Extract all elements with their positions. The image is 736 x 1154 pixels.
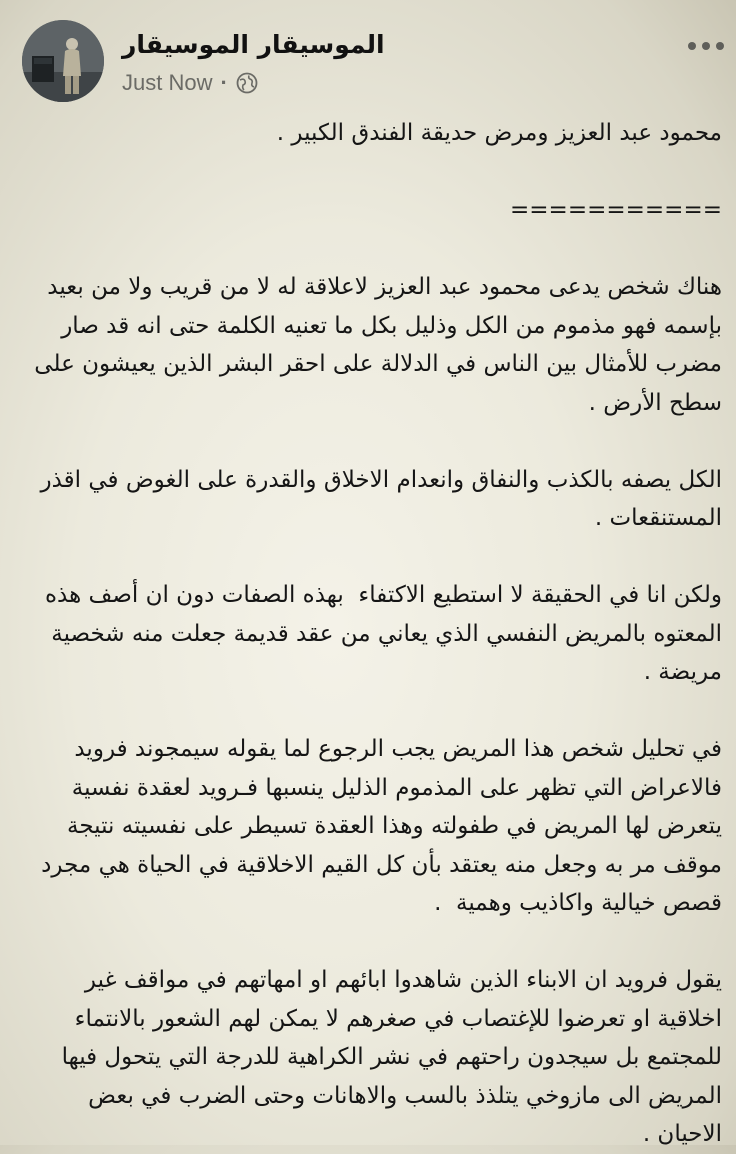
more-options-icon[interactable] bbox=[686, 36, 726, 56]
profile-photo bbox=[22, 20, 104, 102]
post-text bbox=[26, 114, 722, 1154]
paragraph: ولكن انا في الحقيقة لا استطيع الاكتفاء بهذه الصفات دون ان أصف هذه المعتوه بالمريض النفسي الذي يعاني من عقد قديمة جعلت منه شخصية مريضة . bbox=[37, 582, 722, 685]
paragraph: في تحليل شخص هذا المريض يجب الرجوع لما يقوله سيمجوند فرويد فالاعراض التي تظهر على المذموم الذليل ينسبها فـرويد لعقدة نفسية يتعرض لها المريض في طفولته وهذا العقدة تسيطر على نفسيته نتيجة موقف مر به وجعل منه يعتقد بأن كل القيم الاخلاقية في الحياة هي مجرد قصص خيالية واكاذيب وهمية . bbox=[33, 736, 722, 916]
timestamp[interactable]: Just Now bbox=[122, 70, 213, 95]
avatar[interactable] bbox=[22, 20, 104, 102]
paragraph: يقول فرويد ان الابناء الذين شاهدوا ابائهم او امهاتهم في مواقف غير اخلاقية او تعرضوا للإغتصاب في صغرهم لا يمكن لهم الشعور بالانتماء للمجتمع بل سيجدون راحتهم في نشر الكراهية للدرجة التي يتحول فيها المريض الى مازوخي يتلذذ بالسب والاهانات وحتى الضرب في بعض الاحيان . bbox=[54, 967, 722, 1147]
post-header bbox=[0, 0, 736, 110]
post-meta bbox=[122, 70, 258, 96]
paragraph: هناك شخص يدعى محمود عبد العزيز لاعلاقة له لا من قريب ولا من بعيد بإسمه فهو مذموم من الكل وذليل بكل ما تعنيه الكلمة حتى انه قد صار مضرب للأمثال بين الناس في الدلالة على احقر البشر الذين يعيشون على سطح الأرض . bbox=[26, 274, 722, 416]
paragraph: الكل يصفه بالكذب والنفاق وانعدام الاخلاق والقدرة على الغوض في اقذر المستنقعات . bbox=[33, 466, 722, 531]
meta-separator: · bbox=[220, 70, 228, 95]
text-divider: =========== bbox=[510, 197, 722, 223]
post-title-line: محمود عبد العزيز ومرض حديقة الفندق الكبير . bbox=[276, 120, 722, 146]
globe-icon[interactable] bbox=[236, 72, 258, 94]
author-name[interactable]: الموسيقار الموسيقار bbox=[122, 30, 385, 59]
